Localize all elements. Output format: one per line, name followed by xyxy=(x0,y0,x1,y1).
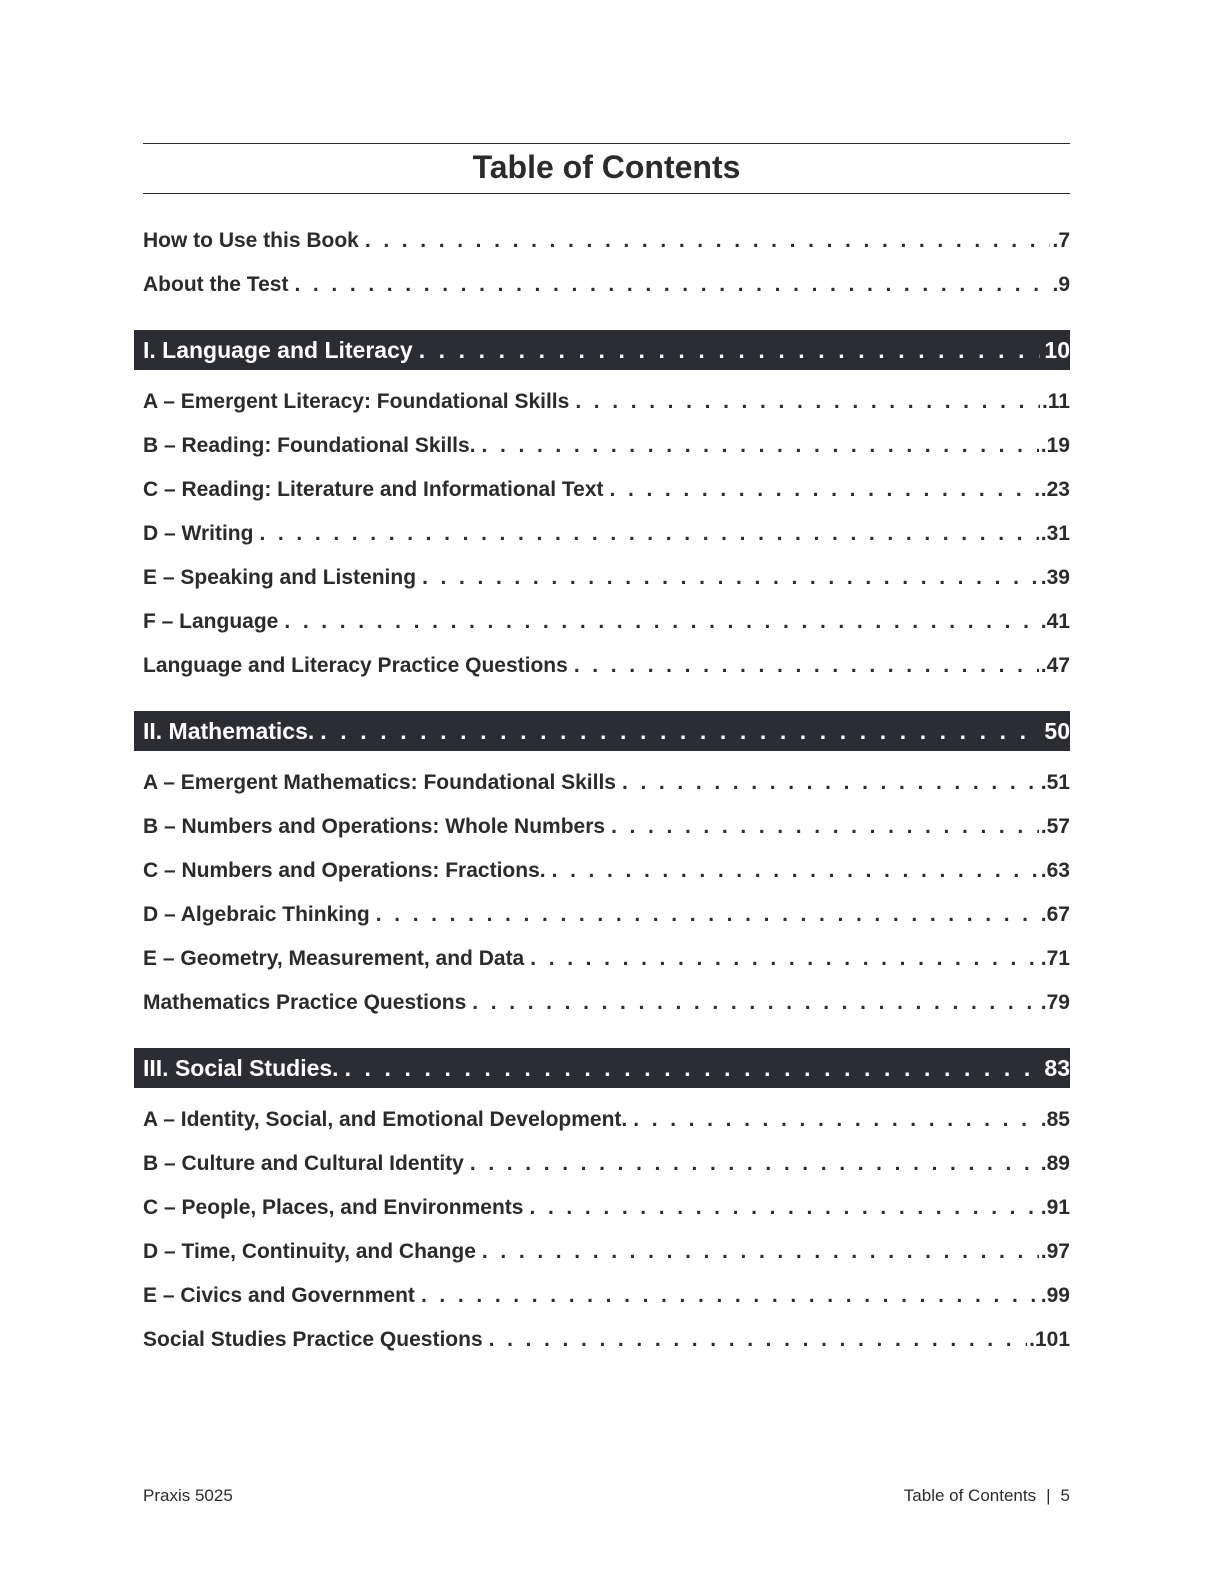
dot-leader xyxy=(472,988,1039,1018)
dot-leader xyxy=(284,607,1038,637)
toc-entry[interactable] xyxy=(143,387,1070,417)
dot-leader xyxy=(320,718,1040,745)
toc-entry-label: B – Culture and Cultural Identity xyxy=(143,1152,464,1175)
toc-entry[interactable] xyxy=(143,651,1070,681)
toc-entry[interactable] xyxy=(143,431,1070,461)
section-heading-label: II. Mathematics. xyxy=(143,717,315,744)
toc-entry-page: .39 xyxy=(1040,566,1070,589)
dot-leader xyxy=(611,812,1039,842)
toc-entry[interactable] xyxy=(143,768,1070,798)
toc-entry[interactable] xyxy=(143,270,1070,300)
section-heading-label: III. Social Studies. xyxy=(143,1054,339,1081)
toc-entry[interactable] xyxy=(143,988,1070,1018)
page-title: Table of Contents xyxy=(472,149,741,185)
dot-leader xyxy=(419,337,1041,364)
toc-entry[interactable] xyxy=(143,1325,1070,1355)
dot-leader xyxy=(633,1105,1039,1135)
toc-entry[interactable] xyxy=(143,900,1070,930)
toc-entry-label: C – Reading: Literature and Informational Text xyxy=(143,478,604,501)
toc-entry[interactable] xyxy=(143,944,1070,974)
toc-entry[interactable] xyxy=(143,1281,1070,1311)
toc-entry-page: .91 xyxy=(1040,1196,1070,1219)
toc-entry-label: D – Writing xyxy=(143,522,254,545)
toc-entry-label: A – Emergent Mathematics: Foundational Skills xyxy=(143,771,616,794)
toc-entry-page: .101 xyxy=(1029,1328,1070,1351)
section-heading-language-literacy[interactable] xyxy=(134,330,1070,370)
title-top-rule xyxy=(143,143,1070,144)
toc-entry-page: .71 xyxy=(1040,947,1070,970)
toc-entry[interactable] xyxy=(143,856,1070,886)
toc-entry[interactable] xyxy=(143,475,1070,505)
toc-entry-page: .31 xyxy=(1040,522,1070,545)
dot-leader xyxy=(575,387,1040,417)
toc-entry[interactable] xyxy=(143,812,1070,842)
dot-leader xyxy=(365,226,1051,256)
section-heading-social-studies[interactable] xyxy=(134,1048,1070,1088)
footer-book-title: Praxis 5025 xyxy=(143,1486,233,1505)
dot-leader xyxy=(610,475,1039,505)
section-heading-label: I. Language and Literacy xyxy=(143,336,413,363)
toc-entry-page: .67 xyxy=(1040,903,1070,926)
footer-separator: | xyxy=(1046,1486,1051,1505)
toc-entry-page: .85 xyxy=(1040,1108,1070,1131)
toc-entry-page: .41 xyxy=(1040,610,1070,633)
toc-entry-page: .99 xyxy=(1040,1284,1070,1307)
toc-entry-label: C – People, Places, and Environments xyxy=(143,1196,524,1219)
toc-entry-page: .79 xyxy=(1040,991,1070,1014)
toc-entry-label: About the Test xyxy=(143,273,289,296)
toc-entry[interactable] xyxy=(143,1149,1070,1179)
toc-entry[interactable] xyxy=(143,1193,1070,1223)
title-bottom-rule xyxy=(143,193,1070,194)
toc-entry-label: A – Identity, Social, and Emotional Development. xyxy=(143,1108,628,1131)
dot-leader xyxy=(294,270,1050,300)
dot-leader xyxy=(376,900,1039,930)
toc-entry[interactable] xyxy=(143,1237,1070,1267)
dot-leader xyxy=(470,1149,1039,1179)
section-heading-mathematics[interactable] xyxy=(134,711,1070,751)
toc-entry-page: .23 xyxy=(1040,478,1070,501)
toc-entry-page: .97 xyxy=(1040,1240,1070,1263)
toc-entry[interactable] xyxy=(143,226,1070,256)
toc-entry-page: .63 xyxy=(1040,859,1070,882)
toc-entry-page: .7 xyxy=(1052,229,1070,252)
toc-entry-page: .11 xyxy=(1041,390,1070,413)
dot-leader xyxy=(489,1325,1028,1355)
dot-leader xyxy=(482,1237,1039,1267)
toc-entry-label: Language and Literacy Practice Questions xyxy=(143,654,568,677)
toc-entry[interactable] xyxy=(143,563,1070,593)
footer-page-number: 5 xyxy=(1060,1486,1070,1505)
dot-leader xyxy=(422,563,1039,593)
dot-leader xyxy=(530,944,1039,974)
toc-entry-page: .47 xyxy=(1040,654,1070,677)
toc-entry-label: Social Studies Practice Questions xyxy=(143,1328,483,1351)
toc-entry-page: .57 xyxy=(1040,815,1070,838)
toc-entry[interactable] xyxy=(143,607,1070,637)
toc-entry-label: Mathematics Practice Questions xyxy=(143,991,467,1014)
toc-entry-label: E – Speaking and Listening xyxy=(143,566,417,589)
toc-entry-label: E – Civics and Government xyxy=(143,1284,415,1307)
toc-entry-label: B – Numbers and Operations: Whole Numbers xyxy=(143,815,606,838)
dot-leader xyxy=(574,651,1039,681)
section-heading-page: 83 xyxy=(1044,1054,1070,1081)
toc-entry-label: C – Numbers and Operations: Fractions. xyxy=(143,859,546,882)
toc-entry-label: How to Use this Book xyxy=(143,229,359,252)
toc-entry-label: A – Emergent Literacy: Foundational Skills xyxy=(143,390,570,413)
toc-entry-page: .19 xyxy=(1040,434,1070,457)
toc-entry[interactable] xyxy=(143,1105,1070,1135)
section-heading-page: 10 xyxy=(1044,336,1070,363)
toc-entry-page: .9 xyxy=(1052,273,1070,296)
dot-leader xyxy=(259,519,1038,549)
dot-leader xyxy=(421,1281,1039,1311)
toc-entry[interactable] xyxy=(143,519,1070,549)
dot-leader xyxy=(622,768,1039,798)
toc-entry-label: B – Reading: Foundational Skills. xyxy=(143,434,476,457)
dot-leader xyxy=(482,431,1039,461)
toc-entry-page: .89 xyxy=(1040,1152,1070,1175)
section-heading-page: 50 xyxy=(1044,717,1070,744)
toc-entry-page: .51 xyxy=(1040,771,1070,794)
toc-entry-label: D – Time, Continuity, and Change xyxy=(143,1240,476,1263)
footer-page-info xyxy=(904,1486,1070,1506)
dot-leader xyxy=(345,1055,1041,1082)
dot-leader xyxy=(529,1193,1038,1223)
toc-entry-label: F – Language xyxy=(143,610,279,633)
dot-leader xyxy=(552,856,1039,886)
footer-section-label: Table of Contents xyxy=(903,1486,1037,1505)
toc-entry-label: E – Geometry, Measurement, and Data xyxy=(143,947,525,970)
toc-entry-label: D – Algebraic Thinking xyxy=(143,903,370,926)
